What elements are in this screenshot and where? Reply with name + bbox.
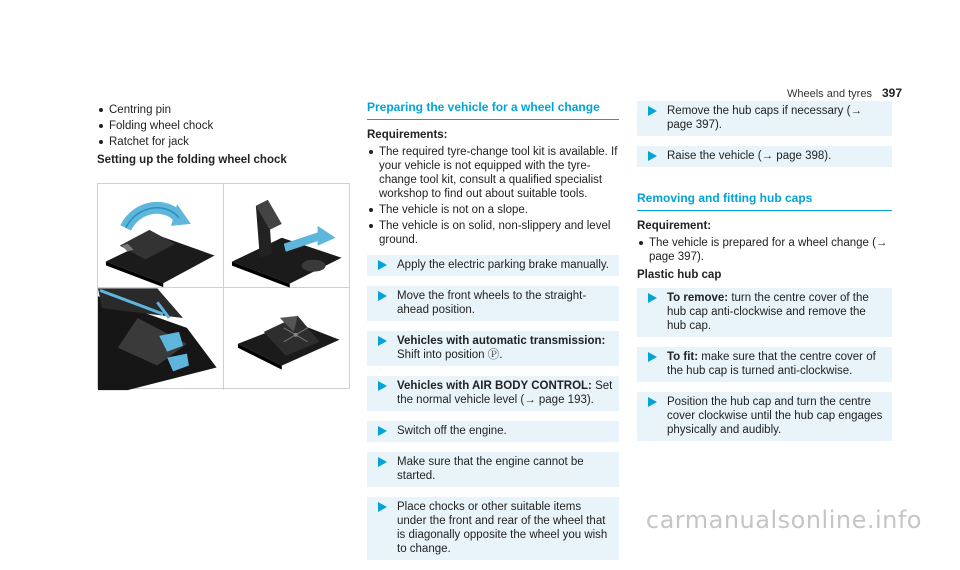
step-parking-brake (367, 255, 619, 276)
column-3 (637, 101, 892, 451)
step-place-chocks (367, 497, 619, 560)
action-arrow-icon (367, 500, 397, 512)
chock-step-2-image (224, 184, 350, 288)
step-to-remove (637, 288, 892, 337)
step-condition: To fit: (667, 351, 699, 363)
step-text: Position the hub cap and turn the centre cover clockwise until the hub cap engages physically and audibly. (667, 396, 883, 436)
tool-list (97, 103, 350, 149)
step-engine-off (367, 421, 619, 442)
hub-caps-section-title: Removing and fitting hub caps (637, 191, 892, 211)
list-item: The vehicle is not on a slope. (367, 203, 619, 217)
list-item: Centring pin (97, 103, 350, 117)
action-arrow-icon (367, 379, 397, 391)
requirement-list (637, 236, 892, 264)
action-arrow-icon (367, 424, 397, 436)
list-item: The vehicle is prepared for a wheel change (→ page 397). (637, 236, 892, 264)
action-arrow-icon (367, 455, 397, 467)
action-arrow-icon (637, 104, 667, 116)
list-item: The vehicle is on solid, non-slippery and level ground. (367, 219, 619, 247)
step-text: Raise the vehicle (→ page 398). (667, 150, 832, 162)
requirement-label: Requirement: (637, 220, 712, 232)
list-item: Folding wheel chock (97, 119, 350, 133)
list-item: The required tyre-change tool kit is available. If your vehicle is not equipped with the tyre-change tool kit, consult a qualified specialist workshop to find out about suitable tools. (367, 145, 619, 201)
step-straight-wheels (367, 286, 619, 321)
action-arrow-icon (637, 149, 667, 161)
step-text: Make sure that the engine cannot be started. (397, 456, 584, 482)
step-text: turn the centre cover of the hub cap anti-clockwise and remove the hub cap. (667, 292, 869, 332)
plastic-hub-cap-heading: Plastic hub cap (637, 269, 722, 281)
column-1 (97, 103, 350, 170)
action-arrow-icon (637, 291, 667, 303)
page-number: 397 (881, 86, 902, 100)
step-to-fit (637, 347, 892, 382)
chock-step-1-image (98, 184, 224, 288)
action-arrow-icon (637, 350, 667, 362)
step-engine-lock (367, 452, 619, 487)
step-text: Apply the electric parking brake manually. (397, 259, 610, 271)
requirements-label: Requirements: (367, 129, 448, 141)
step-text: Move the front wheels to the straight-ahead position. (397, 290, 587, 316)
chock-step-4-image (224, 288, 350, 391)
step-automatic-transmission (367, 331, 619, 366)
section-title: Wheels and tyres (786, 88, 872, 100)
chock-step-3-image (98, 288, 224, 391)
action-arrow-icon (367, 289, 397, 301)
list-item: Ratchet for jack (97, 135, 350, 149)
step-position-hub-cap (637, 392, 892, 441)
chock-subheading: Setting up the folding wheel chock (97, 154, 287, 166)
requirements-list (367, 145, 619, 247)
step-text: Switch off the engine. (397, 425, 507, 437)
column-2 (367, 100, 619, 570)
page-header (787, 86, 902, 101)
chock-ready-illustration (224, 288, 350, 391)
step-condition: To remove: (667, 292, 729, 304)
step-text: make sure that the centre cover of the hub cap is turned anti-clockwise. (667, 351, 876, 377)
chock-folded-illustration (98, 184, 223, 287)
step-text: Set the normal vehicle level (→ page 193). (397, 380, 613, 406)
chock-unfold-illustration (224, 184, 350, 287)
prepare-section-title: Preparing the vehicle for a wheel change (367, 100, 619, 120)
action-arrow-icon (367, 258, 397, 270)
step-text: Place chocks or other suitable items under the front and rear of the wheel that is diagonally opposite the wheel you wish to change. (397, 501, 608, 555)
chock-illustration-grid (97, 183, 350, 389)
step-air-body-control (367, 376, 619, 411)
step-condition: Vehicles with automatic transmission: (397, 335, 606, 347)
step-raise-vehicle (637, 146, 892, 167)
step-condition: Vehicles with AIR BODY CONTROL: (397, 380, 592, 392)
step-text: Remove the hub caps if necessary (→ page 397). (667, 105, 862, 131)
chock-lock-illustration (98, 288, 223, 391)
step-text: Shift into position Ⓟ. (397, 349, 503, 361)
step-remove-hub-caps (637, 101, 892, 136)
action-arrow-icon (637, 395, 667, 407)
action-arrow-icon (367, 334, 397, 346)
watermark: carmanualsonline.info (645, 506, 922, 534)
